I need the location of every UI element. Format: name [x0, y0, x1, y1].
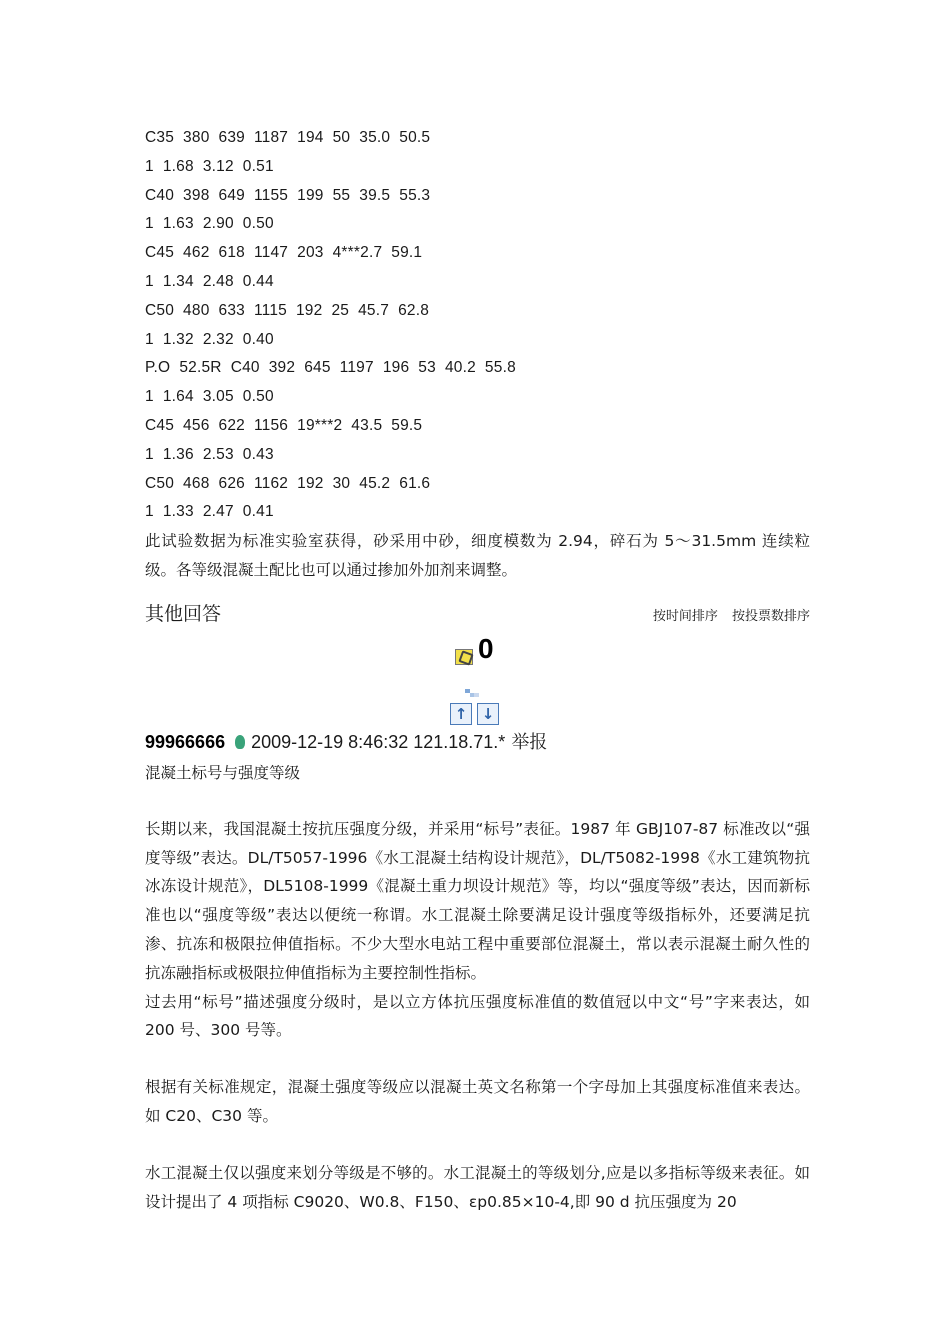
answer-meta: [145, 729, 810, 757]
vote-up-button[interactable]: ↑: [450, 703, 472, 725]
mix-line: 1 1.34 2.48 0.44: [145, 272, 274, 290]
other-answers-title: 其他回答: [145, 602, 222, 625]
mix-line: 1 1.64 3.05 0.50: [145, 388, 274, 406]
vote-arrows: [145, 703, 810, 729]
mix-line: 1 1.68 3.12 0.51: [145, 157, 274, 175]
mix-line: C50 480 633 1115 192 25 45.7 62.8: [145, 301, 430, 319]
answer-title: 混凝土标号与强度等级: [145, 763, 301, 782]
answer-paragraph: 长期以来，我国混凝土按抗压强度分级，并采用“标号”表征。1987 年 GBJ107-87 标准改以“强度等级”表达。DL/T5057-1996《水工混凝土结构设计规范》，DL/T5082-1998《水工建筑物抗冰冻设计规范》，DL5108-1999《混凝土重力坝设计规范》等，均以“强度等级”表达，因而新标准也以“强度等级”表达以便统一称谓。水工混凝土除要满足设计强度等级指标外，还要满足抗渗、抗冻和极限拉伸值指标。不少大型水电站工程中重要部位混凝土，常以表示混凝土耐久性的抗冻融指标或极限拉伸值指标为主要控制性指标。: [145, 819, 810, 982]
answer-paragraph: 水工混凝土仅以强度来划分等级是不够的。水工混凝土的等级划分,应是以多指标等级来表征。如设计提出了 4 项指标 C9020、W0.8、F150、εp0.85×10-4,即 90 d 抗压强度为 20: [145, 1163, 810, 1211]
answer-paragraph: 过去用“标号”描述强度分级时，是以立方体抗压强度标准值的数值冠以中文“号”字来表达，如 200 号、300 号等。: [145, 992, 810, 1040]
answer-datetime: 2009-12-19 8:46:32 121.18.71.*: [251, 731, 506, 752]
sort-by-votes-link[interactable]: 按投票数排序: [731, 608, 810, 624]
loading-icon: [465, 689, 479, 698]
mix-line: C45 456 622 1156 19***2 43.5 59.5: [145, 416, 423, 434]
sort-links: [643, 605, 810, 624]
mix-line: 1 1.63 2.90 0.50: [145, 215, 274, 233]
vote-count: 0: [478, 632, 494, 664]
mix-line: C50 468 626 1162 192 30 45.2 61.6: [145, 474, 431, 492]
document-page: [145, 124, 810, 1216]
answer-paragraph: 根据有关标准规定，混凝土强度等级应以混凝土英文名称第一个字母加上其强度标准值来表达。如 C20、C30 等。: [145, 1078, 810, 1125]
mix-line: C35 380 639 1187 194 50 35.0 50.5: [145, 129, 431, 146]
mix-line: P.O 52.5R C40 392 645 1197 196 53 40.2 55.8: [145, 359, 516, 377]
user-level-icon: [235, 735, 245, 749]
answer-username[interactable]: 99966666: [145, 731, 226, 752]
vote-box: [145, 631, 810, 691]
vote-down-button[interactable]: ↓: [477, 703, 499, 725]
vote-icon[interactable]: [455, 649, 473, 665]
sort-by-time-link[interactable]: 按时间排序: [652, 608, 718, 624]
data-note: 此试验数据为标准实验室获得，砂采用中砂，细度模数为 2.94，碎石为 5～31.5mm 连续粒级。各等级混凝土配比也可以通过掺加外加剂来调整。: [145, 532, 810, 579]
mix-line: C45 462 618 1147 203 4***2.7 59.1: [145, 244, 423, 262]
other-answers-header: [145, 599, 810, 629]
mix-line: 1 1.33 2.47 0.41: [145, 503, 274, 521]
report-link[interactable]: 举报: [511, 731, 548, 753]
mix-line: 1 1.36 2.53 0.43: [145, 445, 274, 463]
mix-proportion-lines: [145, 124, 810, 527]
mix-line: 1 1.32 2.32 0.40: [145, 330, 274, 348]
mix-line: C40 398 649 1155 199 55 39.5 55.3: [145, 186, 431, 204]
